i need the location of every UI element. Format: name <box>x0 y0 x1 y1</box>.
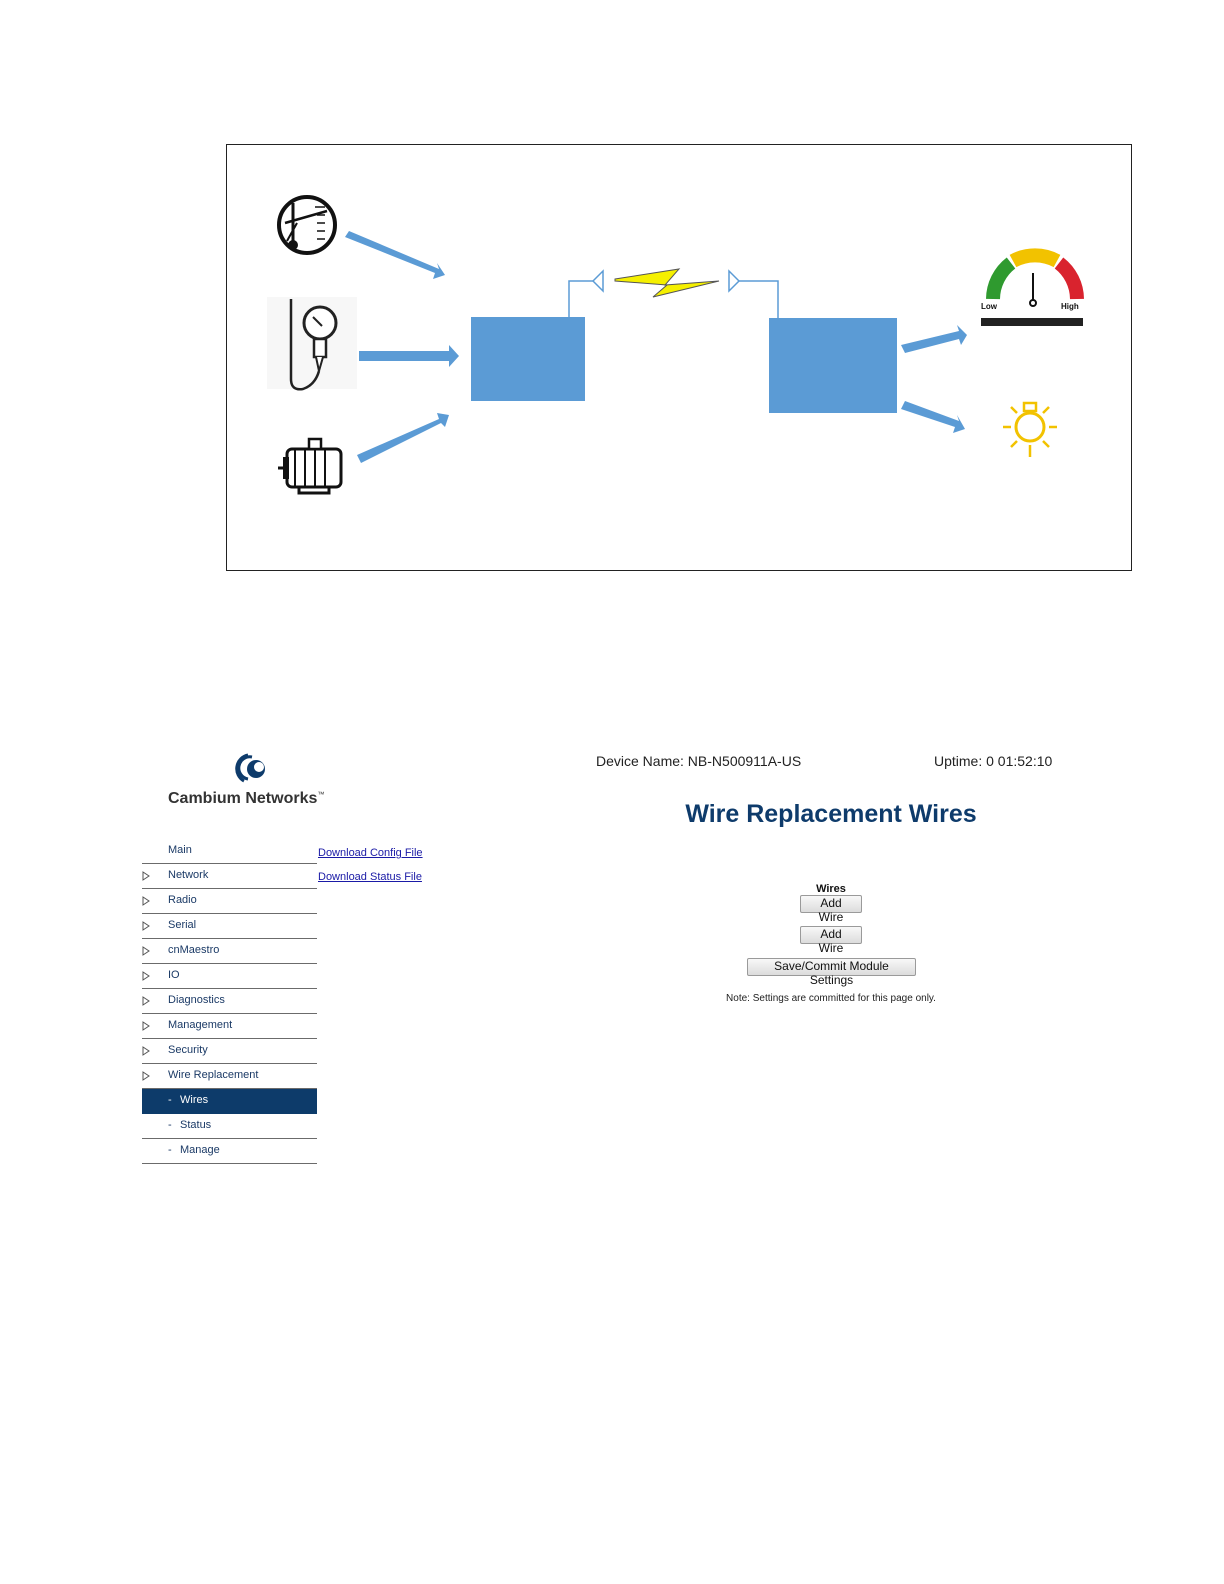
input-arrow-1 <box>345 231 445 279</box>
antenna-right <box>729 271 778 318</box>
sidebar-item-label: IO <box>168 969 180 981</box>
logo-wordmark <box>168 790 324 808</box>
lightning-bolt-icon <box>615 269 719 297</box>
chevron-right-icon <box>142 871 150 881</box>
sidebar-item-label: cnMaestro <box>168 944 220 956</box>
antenna-left <box>569 271 603 317</box>
input-arrow-3 <box>357 413 449 463</box>
sub-dash: - <box>168 1119 172 1131</box>
radio-box-right <box>769 318 897 413</box>
wire-replacement-diagram <box>226 144 1132 571</box>
motor-icon <box>278 439 341 493</box>
chevron-right-icon <box>142 1021 150 1031</box>
gauge-high-label: High <box>1061 302 1079 311</box>
sidebar-item-label: Serial <box>168 919 197 931</box>
sidebar-item-cnmaestro[interactable] <box>142 939 317 964</box>
sub-dash: - <box>168 1144 172 1156</box>
sidebar-subitem-wires[interactable] <box>142 1089 317 1114</box>
add-wire-button-1[interactable]: Add Wire <box>800 895 862 913</box>
chevron-right-icon <box>142 971 150 981</box>
thermometer-gauge-icon <box>279 197 335 253</box>
sidebar-subitem-manage[interactable] <box>142 1139 317 1164</box>
chevron-right-icon <box>142 1046 150 1056</box>
sidebar-item-label: Management <box>168 1019 233 1031</box>
input-arrow-2 <box>359 345 459 367</box>
sidebar-subitem-label: Status <box>180 1119 212 1131</box>
light-bulb-icon <box>1003 403 1057 457</box>
chevron-right-icon <box>142 921 150 931</box>
add-wire-button-2[interactable]: Add Wire <box>800 926 862 944</box>
radio-box-left <box>471 317 585 401</box>
uptime: Uptime: 0 01:52:10 <box>934 753 1053 769</box>
output-arrow-1 <box>901 325 967 353</box>
chevron-right-icon <box>142 996 150 1006</box>
save-commit-button[interactable]: Save/Commit Module Settings <box>747 958 916 976</box>
wires-label: Wires <box>816 883 846 895</box>
chevron-right-icon <box>142 946 150 956</box>
logo-trademark: ™ <box>317 791 325 799</box>
sidebar-item-label: Main <box>168 844 192 856</box>
gauge-low-label: Low <box>981 302 997 311</box>
settings-note: Note: Settings are committed for this page only. <box>726 993 936 1004</box>
sub-dash: - <box>168 1094 172 1106</box>
sidebar-item-label: Radio <box>168 894 197 906</box>
sidebar-item-label: Wire Replacement <box>168 1069 259 1081</box>
download-config-link[interactable]: Download Config File <box>318 847 423 859</box>
sidebar-subitem-status[interactable] <box>142 1114 317 1139</box>
page-title: Wire Replacement Wires <box>685 800 977 828</box>
pressure-gauge-icon <box>267 297 357 389</box>
sidebar-item-label: Network <box>168 869 209 881</box>
sidebar-item-wire-replacement[interactable] <box>142 1064 317 1089</box>
logo-text: Cambium Networks <box>168 790 318 807</box>
sidebar-item-security[interactable] <box>142 1039 317 1064</box>
sidebar-item-diagnostics[interactable] <box>142 989 317 1014</box>
sidebar-item-io[interactable] <box>142 964 317 989</box>
sidebar-item-main[interactable] <box>142 839 317 864</box>
level-gauge-icon <box>981 255 1083 326</box>
cambium-logo-icon <box>230 751 270 787</box>
chevron-right-icon <box>142 1071 150 1081</box>
sidebar-item-serial[interactable] <box>142 914 317 939</box>
sidebar-subitem-label: Wires <box>180 1094 209 1106</box>
sidebar-item-management[interactable] <box>142 1014 317 1039</box>
sidebar-subitem-label: Manage <box>180 1144 220 1156</box>
download-status-link[interactable]: Download Status File <box>318 871 422 883</box>
sidebar-item-network[interactable] <box>142 864 317 889</box>
sidebar-item-label: Security <box>168 1044 208 1056</box>
chevron-right-icon <box>142 896 150 906</box>
sidebar-nav <box>142 839 317 1164</box>
device-name: Device Name: NB-N500911A-US <box>596 753 802 769</box>
sidebar-item-label: Diagnostics <box>168 994 225 1006</box>
diagram-canvas <box>227 145 1131 570</box>
sidebar-item-radio[interactable] <box>142 889 317 914</box>
output-arrow-2 <box>901 401 965 433</box>
cambium-logo <box>160 745 350 815</box>
